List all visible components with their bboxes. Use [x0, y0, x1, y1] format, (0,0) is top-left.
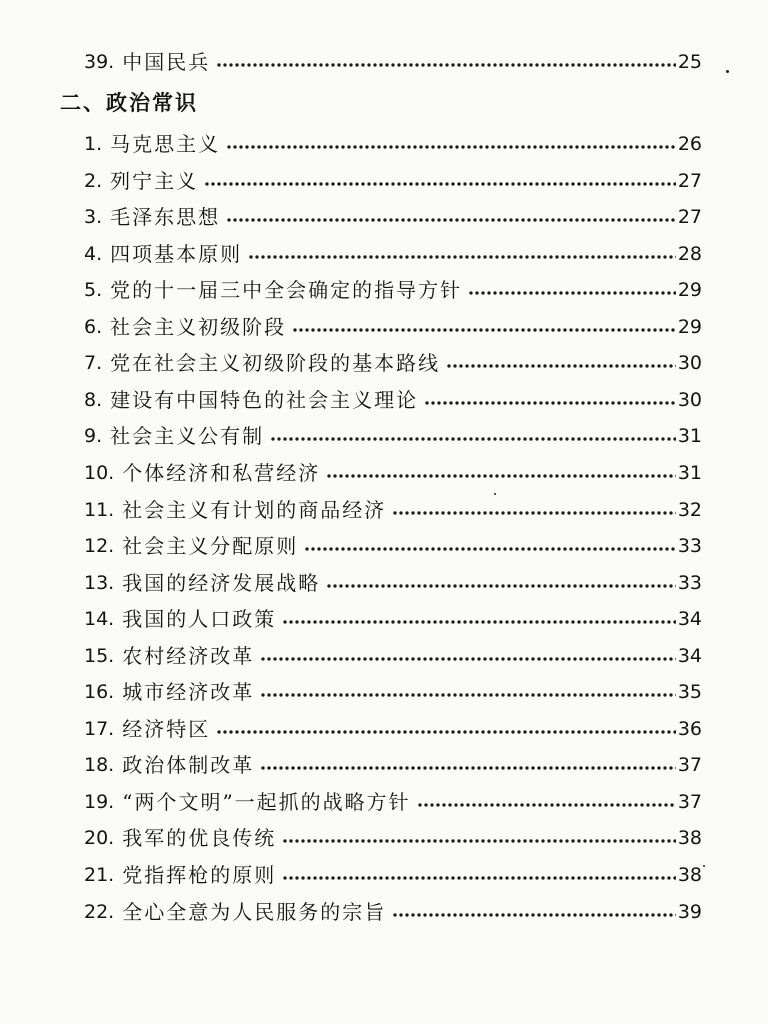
- entry-page-number: 27: [677, 170, 702, 192]
- entry-number: 20.: [84, 827, 115, 849]
- entry-number: 14.: [84, 608, 115, 630]
- dot-leader: [304, 531, 676, 561]
- entry-title: 社会主义有计划的商品经济: [122, 498, 387, 522]
- dot-leader: [216, 714, 676, 744]
- entry-number: 16.: [84, 681, 115, 703]
- entry-number: 3.: [84, 206, 103, 228]
- entry-number: 21.: [84, 864, 115, 886]
- entry-title: 毛泽东思想: [110, 205, 221, 229]
- entry-number: 11.: [84, 499, 115, 521]
- entry-page-number: 32: [677, 499, 702, 521]
- entry-title: 党的十一届三中全会确定的指导方针: [110, 278, 463, 302]
- toc-entry: [84, 312, 702, 342]
- entry-title: 社会主义初级阶段: [110, 315, 287, 339]
- toc-entry: [84, 714, 702, 744]
- entry-title: 社会主义公有制: [110, 424, 265, 448]
- entry-number: 8.: [84, 389, 103, 411]
- dot-leader: [292, 312, 676, 342]
- entry-number: 22.: [84, 901, 115, 923]
- entry-number: 10.: [84, 462, 115, 484]
- entry-page-number: 31: [677, 425, 702, 447]
- toc-entry: [84, 348, 702, 378]
- dot-leader: [392, 897, 676, 927]
- dot-leader: [226, 202, 676, 232]
- toc-entry: [84, 677, 702, 707]
- entry-page-number: 31: [677, 462, 702, 484]
- entry-page-number: 37: [677, 754, 702, 776]
- toc-entry: [84, 458, 702, 488]
- dot-leader: [248, 239, 676, 269]
- entry-page-number: 39: [677, 901, 702, 923]
- entry-title: 城市经济改革: [122, 680, 255, 704]
- toc-entry: [84, 531, 702, 561]
- entry-number: 6.: [84, 316, 103, 338]
- toc-entry: [84, 750, 702, 780]
- dot-leader: [204, 166, 676, 196]
- entry-title: 党在社会主义初级阶段的基本路线: [110, 351, 441, 375]
- entry-page-number: 25: [677, 51, 702, 73]
- entry-number: 39.: [84, 51, 115, 73]
- dot-leader: [226, 129, 676, 159]
- toc-entry: [84, 385, 702, 415]
- entry-page-number: 38: [677, 864, 702, 886]
- toc-entry: [84, 787, 702, 817]
- toc-entry: [84, 202, 702, 232]
- toc-entry: [84, 604, 702, 634]
- entry-number: 1.: [84, 133, 103, 155]
- dot-leader: [468, 275, 676, 305]
- toc-entry: [84, 823, 702, 853]
- dot-leader: [417, 787, 676, 817]
- dot-leader: [282, 860, 676, 890]
- entry-title: 个体经济和私营经济: [122, 461, 321, 485]
- entry-page-number: 34: [677, 645, 702, 667]
- entry-number: 7.: [84, 352, 103, 374]
- entry-title: 列宁主义: [110, 169, 199, 193]
- entry-title: 社会主义分配原则: [122, 534, 299, 558]
- entry-page-number: 30: [677, 352, 702, 374]
- entry-page-number: 28: [677, 243, 702, 265]
- entry-title: 经济特区: [122, 717, 211, 741]
- entry-number: 12.: [84, 535, 115, 557]
- toc-entry: [84, 568, 702, 598]
- dot-leader: [216, 47, 676, 77]
- entry-page-number: 29: [677, 279, 702, 301]
- entry-title: 建设有中国特色的社会主义理论: [110, 388, 419, 412]
- toc-entry: [84, 129, 702, 159]
- entry-page-number: 34: [677, 608, 702, 630]
- entry-page-number: 29: [677, 316, 702, 338]
- entry-page-number: 26: [677, 133, 702, 155]
- entry-page-number: 36: [677, 718, 702, 740]
- dot-leader: [326, 568, 676, 598]
- dot-leader: [260, 677, 676, 707]
- dot-leader: [270, 421, 676, 451]
- entry-title: 全心全意为人民服务的宗旨: [122, 900, 387, 924]
- toc-entry: [84, 421, 702, 451]
- entry-page-number: 27: [677, 206, 702, 228]
- entry-title: 中国民兵: [122, 50, 211, 74]
- print-speck: [494, 493, 496, 495]
- dot-leader: [446, 348, 676, 378]
- entry-title: 我军的优良传统: [122, 826, 277, 850]
- dot-leader: [326, 458, 676, 488]
- entry-title: “两个文明”一起抓的战略方针: [122, 790, 411, 814]
- toc-entry: [84, 860, 702, 890]
- toc-entry: [84, 239, 702, 269]
- toc-entry: [84, 275, 702, 305]
- entry-number: 5.: [84, 279, 103, 301]
- section-heading: 二、政治常识: [60, 90, 198, 115]
- entry-page-number: 38: [677, 827, 702, 849]
- entry-number: 9.: [84, 425, 103, 447]
- entry-number: 4.: [84, 243, 103, 265]
- print-speck: [703, 865, 705, 867]
- entry-page-number: 33: [677, 535, 702, 557]
- entry-number: 2.: [84, 170, 103, 192]
- entry-title: 我国的人口政策: [122, 607, 277, 631]
- entry-number: 19.: [84, 791, 115, 813]
- dot-leader: [424, 385, 676, 415]
- entry-title: 马克思主义: [110, 132, 221, 156]
- print-speck: [726, 70, 729, 73]
- dot-leader: [282, 604, 676, 634]
- toc-entry: [84, 641, 702, 671]
- entry-title: 农村经济改革: [122, 644, 255, 668]
- entry-title: 我国的经济发展战略: [122, 571, 321, 595]
- entry-title: 四项基本原则: [110, 242, 243, 266]
- entry-page-number: 35: [677, 681, 702, 703]
- entry-number: 13.: [84, 572, 115, 594]
- entry-page-number: 30: [677, 389, 702, 411]
- toc-entry: [84, 495, 702, 525]
- dot-leader: [260, 750, 676, 780]
- entry-page-number: 37: [677, 791, 702, 813]
- entry-page-number: 33: [677, 572, 702, 594]
- entry-number: 15.: [84, 645, 115, 667]
- toc-entry: [84, 897, 702, 927]
- entry-number: 18.: [84, 754, 115, 776]
- dot-leader: [260, 641, 676, 671]
- entry-title: 政治体制改革: [122, 753, 255, 777]
- toc-entry: [84, 166, 702, 196]
- dot-leader: [282, 823, 676, 853]
- dot-leader: [392, 495, 676, 525]
- toc-entry-39: [84, 47, 702, 77]
- entry-title: 党指挥枪的原则: [122, 863, 277, 887]
- entry-number: 17.: [84, 718, 115, 740]
